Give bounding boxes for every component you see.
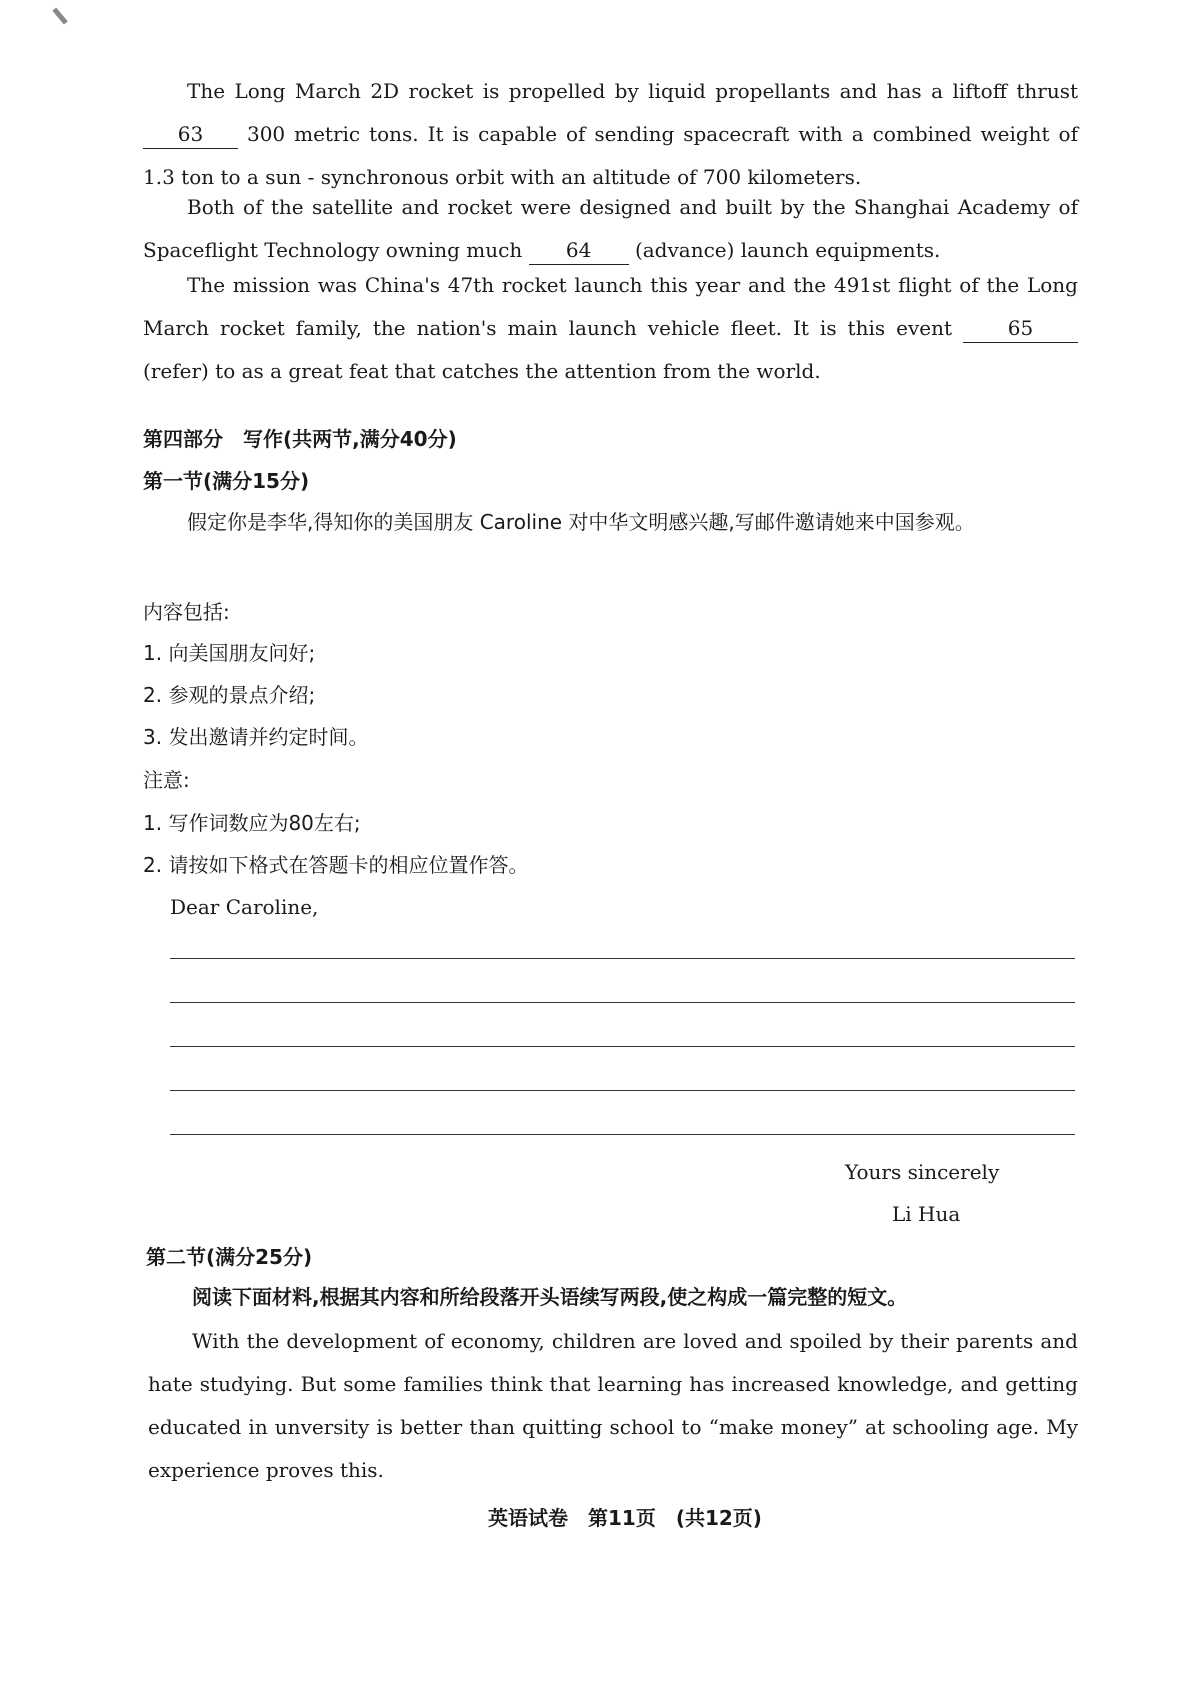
passage-paragraph-1 [143,70,1078,199]
note-item-1: 1. 写作词数应为80左右; [143,811,361,835]
content-item-2: 2. 参观的景点介绍; [143,683,316,707]
scan-mark [52,0,84,25]
closing: Yours sincerely [845,1160,1000,1184]
content-item-1: 1. 向美国朋友问好; [143,641,316,665]
note-item-2: 2. 请按如下格式在答题卡的相应位置作答。 [143,853,529,877]
section1-heading: 第一节(满分15分) [143,469,310,493]
salutation: Dear Caroline, [170,895,319,919]
page-footer: 英语试卷 第11页 (共12页) [488,1506,762,1530]
writing-line [170,1134,1075,1135]
writing-line [170,1090,1075,1091]
note-label: 注意: [143,768,190,792]
passage-text: The Long March 2D rocket is propelled by liquid propellants and has a liftoff thrust [187,79,1078,103]
passage-paragraph-2 [143,186,1078,272]
passage-text: (advance) launch equipments. [634,238,941,262]
writing-task: 假定你是李华,得知你的美国朋友 Caroline 对中华文明感兴趣,写邮件邀请她来中国参观。 [187,510,975,534]
writing-line [170,1046,1075,1047]
blank-64: 64 [529,236,629,265]
content-item-3: 3. 发出邀请并约定时间。 [143,725,369,749]
signature: Li Hua [892,1202,961,1226]
writing-line [170,958,1075,959]
section2-task: 阅读下面材料,根据其内容和所给段落开头语续写两段,使之构成一篇完整的短文。 [192,1285,908,1309]
passage-text: Both of the satellite and rocket were designed and built by the Shanghai Academy of Spaceflight Technology owning much [143,195,1078,262]
blank-65: 65 [963,314,1078,343]
passage-text: (refer) to as a great feat that catches the attention from the world. [143,359,821,383]
section2-heading: 第二节(满分25分) [146,1245,313,1269]
passage-text: The mission was China's 47th rocket launch this year and the 491st flight of the Long March rocket family, the nation's main launch vehicle fleet. It is this event [143,273,1078,340]
writing-line [170,1002,1075,1003]
part4-heading: 第四部分 写作(共两节,满分40分) [143,427,457,451]
content-label: 内容包括: [143,600,230,624]
section2-passage: With the development of economy, children are loved and spoiled by their parents and hate studying. But some families think that learning has increased knowledge, and getting educated in unversity is better than quitting school to “make money” at schooling age. My experience proves this. [148,1329,1078,1482]
blank-63: 63 [143,120,238,149]
passage-paragraph-3 [143,264,1078,393]
passage-text: 300 metric tons. It is capable of sending spacecraft with a combined weight of 1.3 ton to a sun - synchronous orbit with an altitude of 700 kilometers. [143,122,1079,189]
